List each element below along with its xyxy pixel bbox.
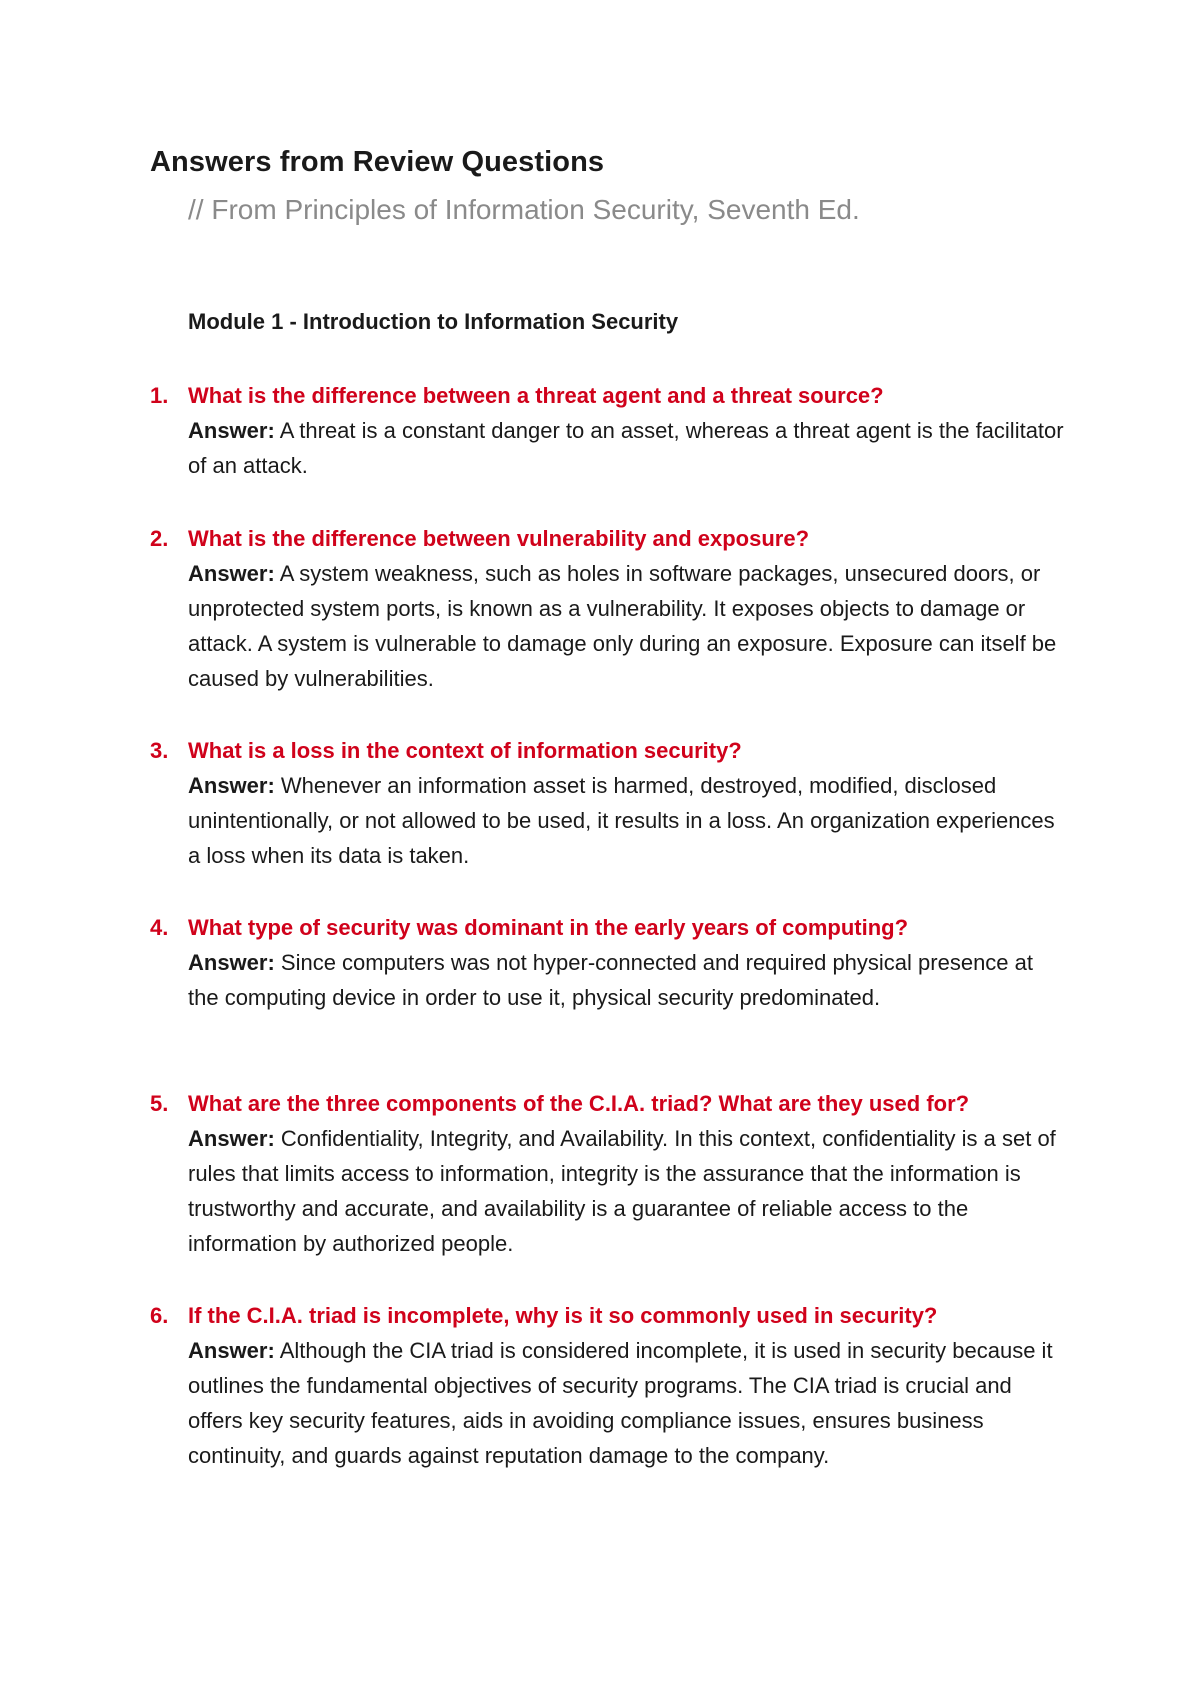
question-number: 1. <box>150 383 169 408</box>
answer-text <box>188 945 1068 1015</box>
answer-label: Answer: <box>188 950 275 975</box>
answer-body: Whenever an information asset is harmed, destroyed, modified, disclosed unintentionally, or not allowed to be used, it results in a loss. An organization experiences a loss when its data is taken. <box>188 773 1055 868</box>
question-text: What is the difference between a threat agent and a threat source? <box>188 383 884 408</box>
answer-label: Answer: <box>188 1338 275 1363</box>
answer-label: Answer: <box>188 1126 275 1151</box>
answer-body: Since computers was not hyper-connected and required physical presence at the computing device in order to use it, physical security predominated. <box>188 950 1034 1010</box>
answer-label: Answer: <box>188 561 275 586</box>
question-number: 6. <box>150 1303 169 1328</box>
document-title: Answers from Review Questions <box>150 146 605 178</box>
answer-text <box>188 556 1068 696</box>
answer-body: Confidentiality, Integrity, and Availability. In this context, confidentiality is a set of rules that limits access to information, integrity is the assurance that the information is trustworthy and accurate, and availability is a guarantee of reliable access to the information by authorized people. <box>188 1126 1056 1256</box>
answer-text <box>188 1333 1068 1473</box>
question-number: 2. <box>150 526 169 551</box>
answer-label: Answer: <box>188 773 275 798</box>
answer-body: Although the CIA triad is considered incomplete, it is used in security because it outlines the fundamental objectives of security programs. The CIA triad is crucial and offers key security features, aids in avoiding compliance issues, ensures business continuity, and guards against reputation damage to the company. <box>188 1338 1053 1468</box>
question-text: What is a loss in the context of information security? <box>188 738 742 763</box>
answer-body: A system weakness, such as holes in software packages, unsecured doors, or unprotected system ports, is known as a vulnerability. It exposes objects to damage or attack. A system is vulnerable to damage only during an exposure. Exposure can itself be caused by vulnerabilities. <box>188 561 1057 691</box>
answer-text <box>188 413 1068 483</box>
question-number: 3. <box>150 738 169 763</box>
question-number: 5. <box>150 1091 169 1116</box>
document-subtitle: // From Principles of Information Security, Seventh Ed. <box>188 194 860 225</box>
answer-body: A threat is a constant danger to an asset, whereas a threat agent is the facilitator of an attack. <box>188 418 1064 478</box>
question-text: What is the difference between vulnerability and exposure? <box>188 526 810 551</box>
module-heading: Module 1 - Introduction to Information Security <box>188 309 679 334</box>
question-text: If the C.I.A. triad is incomplete, why is it so commonly used in security? <box>188 1303 938 1328</box>
answer-label: Answer: <box>188 418 275 443</box>
answer-text <box>188 768 1068 873</box>
answer-text <box>188 1121 1068 1261</box>
question-number: 4. <box>150 915 169 940</box>
question-text: What are the three components of the C.I.A. triad? What are they used for? <box>188 1091 970 1116</box>
question-text: What type of security was dominant in the early years of computing? <box>188 915 909 940</box>
